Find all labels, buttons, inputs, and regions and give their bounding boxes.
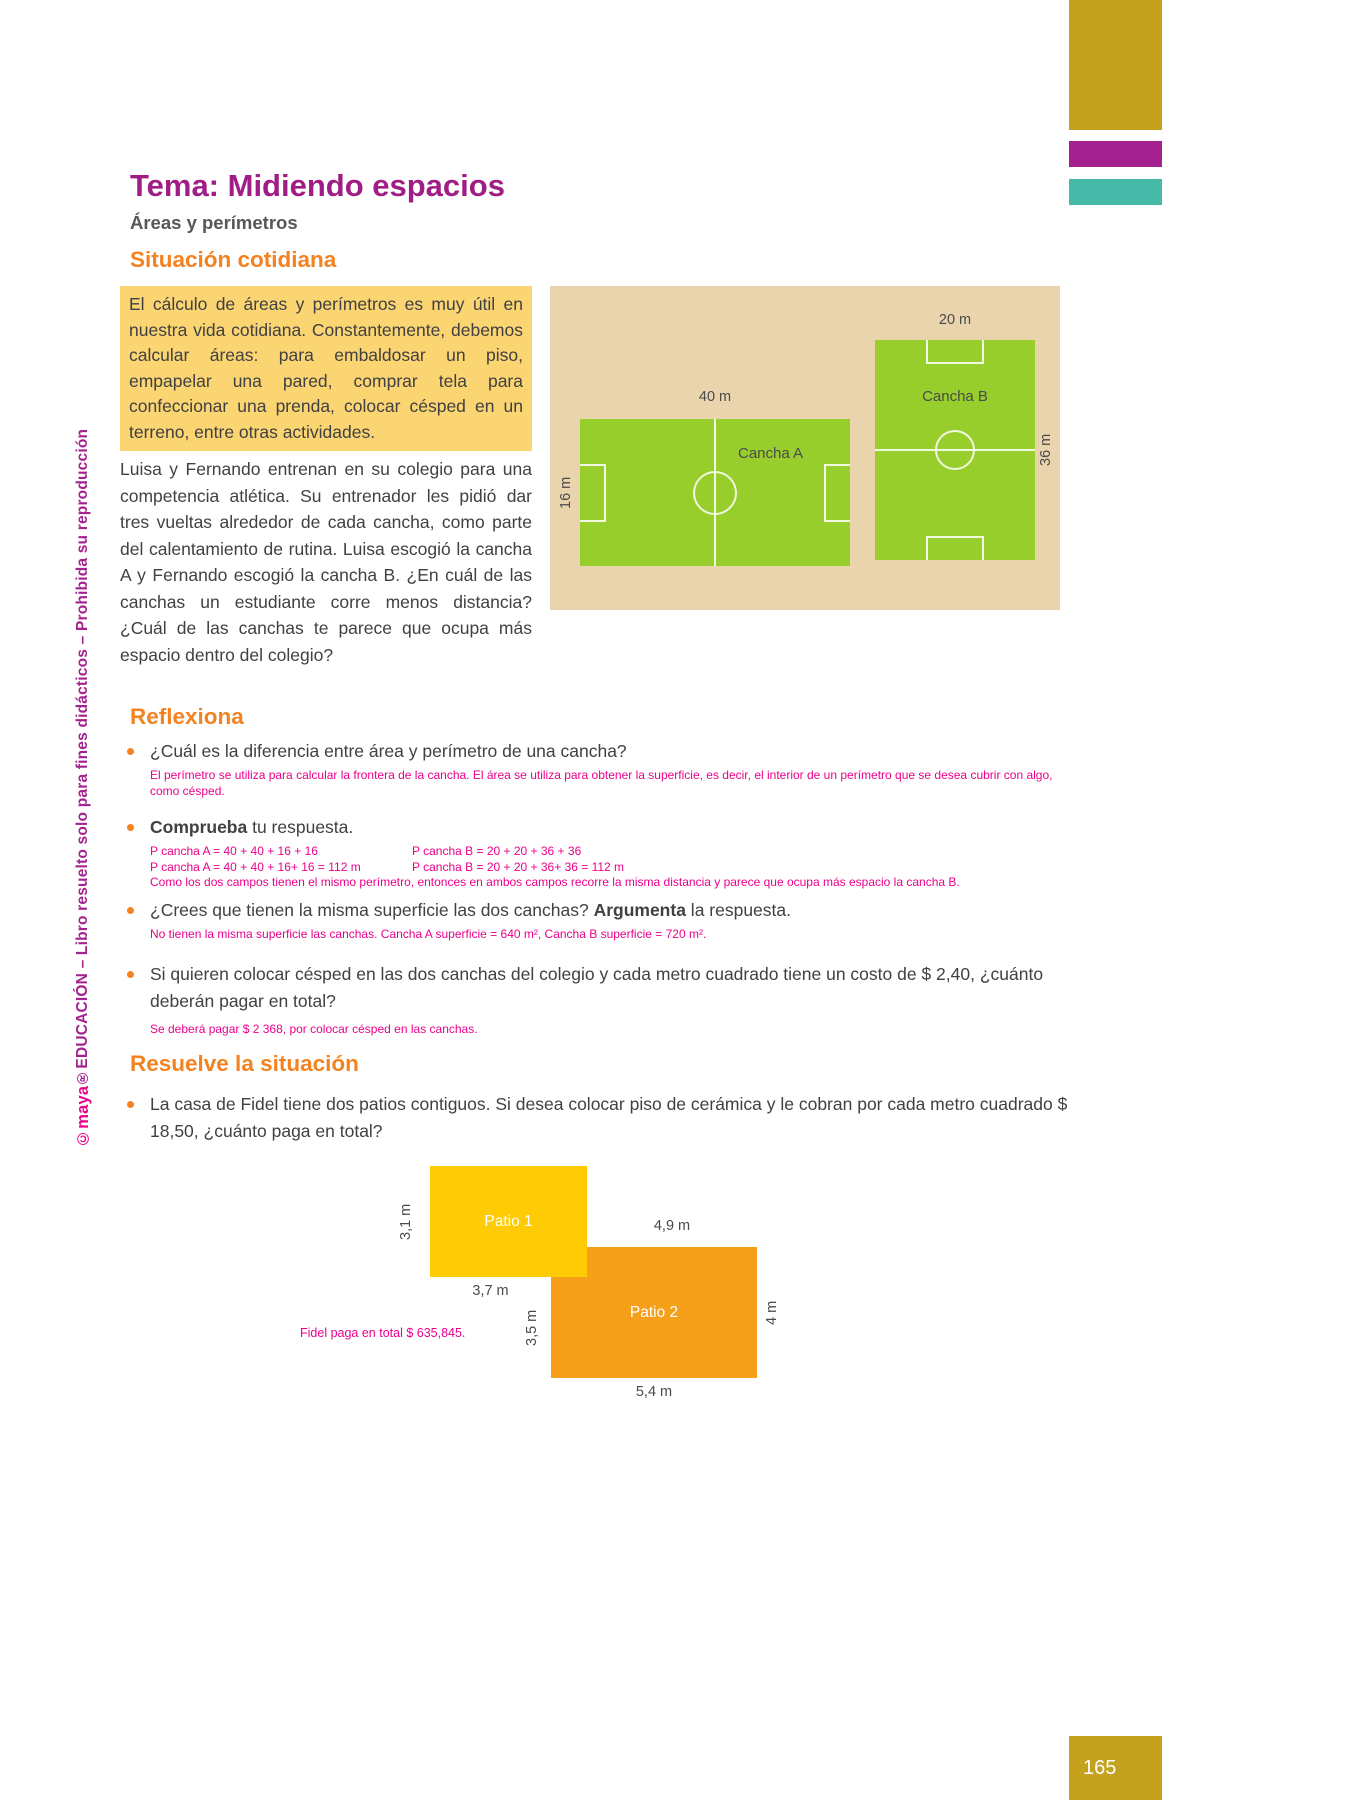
question-bold-word: Comprueba xyxy=(150,817,248,837)
bullet-question-5 xyxy=(122,1091,1098,1145)
publisher-logo: ©maya xyxy=(74,1085,92,1148)
cancha-a-width-label: 40 m xyxy=(698,389,732,405)
patio-1-width-label: 3,7 m xyxy=(472,1283,509,1299)
answer-text: El perímetro se utiliza para calcular la frontera de la cancha. El área se utiliza para obtener la superficie, es decir, el interior de un perímetro que se desea cubrir con algo, como césped. xyxy=(150,768,1053,798)
answer-text: No tienen la misma superficie las canchas. Cancha A superficie = 640 m², Cancha B superficie = 720 m². xyxy=(150,927,707,941)
patio-2-top-label: 4,9 m xyxy=(653,1218,691,1234)
page-number-block xyxy=(1069,1736,1162,1800)
work-line: P cancha A = 40 + 40 + 16+ 16 = 112 m xyxy=(150,859,361,874)
work-line: P cancha B = 20 + 20 + 36+ 36 = 112 m xyxy=(412,859,625,874)
question-text: Si quieren colocar césped en las dos canchas del colegio y cada metro cuadrado tiene un costo de $ 2,40, ¿cuánto deberán pagar en total? xyxy=(150,964,1044,1011)
highlight-box xyxy=(120,286,532,451)
bullet-question-3 xyxy=(122,897,1098,943)
page-subtitle: Áreas y perímetros xyxy=(130,212,298,233)
highlight-text: El cálculo de áreas y perímetros es muy útil en nuestra vida cotidiana. Constantemente, debemos calcular áreas: para embaldosar un piso, empapelar una pared, comprar tela para confeccionar una prenda, colocar césped en un terreno, entre otras actividades. xyxy=(129,294,523,442)
page-title: Tema: Midiendo espacios xyxy=(130,168,505,203)
perimeter-work xyxy=(150,844,1098,875)
field-diagram xyxy=(550,286,1060,610)
goal-area-bottom xyxy=(926,536,984,560)
patio-2-bottom-label: 5,4 m xyxy=(635,1384,673,1400)
question-text xyxy=(150,897,1098,924)
center-circle xyxy=(935,430,975,470)
cancha-a-field xyxy=(580,419,850,566)
bullet-icon xyxy=(127,907,134,914)
cancha-a-height-label: 16 m xyxy=(558,476,574,509)
work-line: P cancha A = 40 + 40 + 16 + 16 xyxy=(150,844,318,858)
copyright-text: ®EDUCACIÓN – Libro resuelto solo para fines didácticos – Prohibida su reproducción xyxy=(74,428,91,1086)
bullet-icon xyxy=(127,748,134,755)
heading-resuelve: Resuelve la situación xyxy=(130,1051,359,1076)
cancha-b-width-label: 20 m xyxy=(938,312,972,328)
bullet-question-1 xyxy=(122,738,1098,799)
copyright-sidebar xyxy=(74,418,93,1158)
cancha-b-label: Cancha B xyxy=(922,388,988,405)
question-text: La casa de Fidel tiene dos patios contiguos. Si desea colocar piso de cerámica y le cobran por cada metro cuadrado $ 18,50, ¿cuánto paga en total? xyxy=(150,1094,1068,1141)
patio-1-label: Patio 1 xyxy=(484,1212,533,1230)
patio-1-height-label: 3,1 m xyxy=(398,1203,414,1240)
situation-paragraph: Luisa y Fernando entrenan en su colegio para una competencia atlética. Su entrenador les pidió dar tres vueltas alrededor de cada cancha, como parte del calentamiento de rutina. Luisa escogió la cancha A y Fernando escogió la cancha B. ¿En cuál de las canchas un estudiante corre menos distancia? ¿Cuál de las canchas te parece que ocupa más espacio dentro del colegio? xyxy=(120,459,532,665)
question-post: la respuesta. xyxy=(685,900,791,920)
answer-text: Se deberá pagar $ 2 368, por colocar césped en las canchas. xyxy=(150,1022,478,1036)
corner-teal-bar xyxy=(1069,179,1162,205)
cancha-a-label: Cancha A xyxy=(738,445,804,462)
patio-2-label: Patio 2 xyxy=(629,1303,679,1321)
bullet-icon xyxy=(127,1101,134,1108)
corner-magenta-bar xyxy=(1069,141,1162,167)
corner-gold-block xyxy=(1069,0,1162,130)
question-text: ¿Cuál es la diferencia entre área y perímetro de una cancha? xyxy=(150,741,627,761)
cancha-b-height-label: 36 m xyxy=(1038,433,1054,467)
answer-text: Fidel paga en total $ 635,845. xyxy=(300,1326,466,1340)
cancha-b-field xyxy=(875,340,1035,560)
question-pre: ¿Crees que tienen la misma superficie las dos canchas? xyxy=(150,900,594,920)
page-number: 165 xyxy=(1083,1756,1117,1779)
work-line: P cancha B = 20 + 20 + 36 + 36 xyxy=(412,844,582,858)
heading-reflexiona: Reflexiona xyxy=(130,704,244,729)
bullet-question-4 xyxy=(122,961,1098,1038)
answer-text: Como los dos campos tienen el mismo perímetro, entonces en ambos campos recorre la misma distancia y parece que ocupa más espacio la cancha B. xyxy=(150,875,960,889)
bullet-icon xyxy=(127,971,134,978)
center-circle xyxy=(693,471,737,515)
goal-area-top xyxy=(926,340,984,364)
bullet-icon xyxy=(127,824,134,831)
goal-area-right xyxy=(824,464,850,522)
heading-situacion-cotidiana: Situación cotidiana xyxy=(130,247,337,272)
question-rest: tu respuesta. xyxy=(247,817,354,837)
bullet-question-2 xyxy=(122,814,1098,891)
patio-1-rect xyxy=(430,1166,587,1277)
question-text xyxy=(150,814,1098,841)
patio-2-left-label: 3,5 m xyxy=(524,1309,540,1346)
patio-2-right-label: 4 m xyxy=(764,1300,780,1325)
question-bold-word: Argumenta xyxy=(593,900,686,920)
goal-area-left xyxy=(580,464,606,522)
